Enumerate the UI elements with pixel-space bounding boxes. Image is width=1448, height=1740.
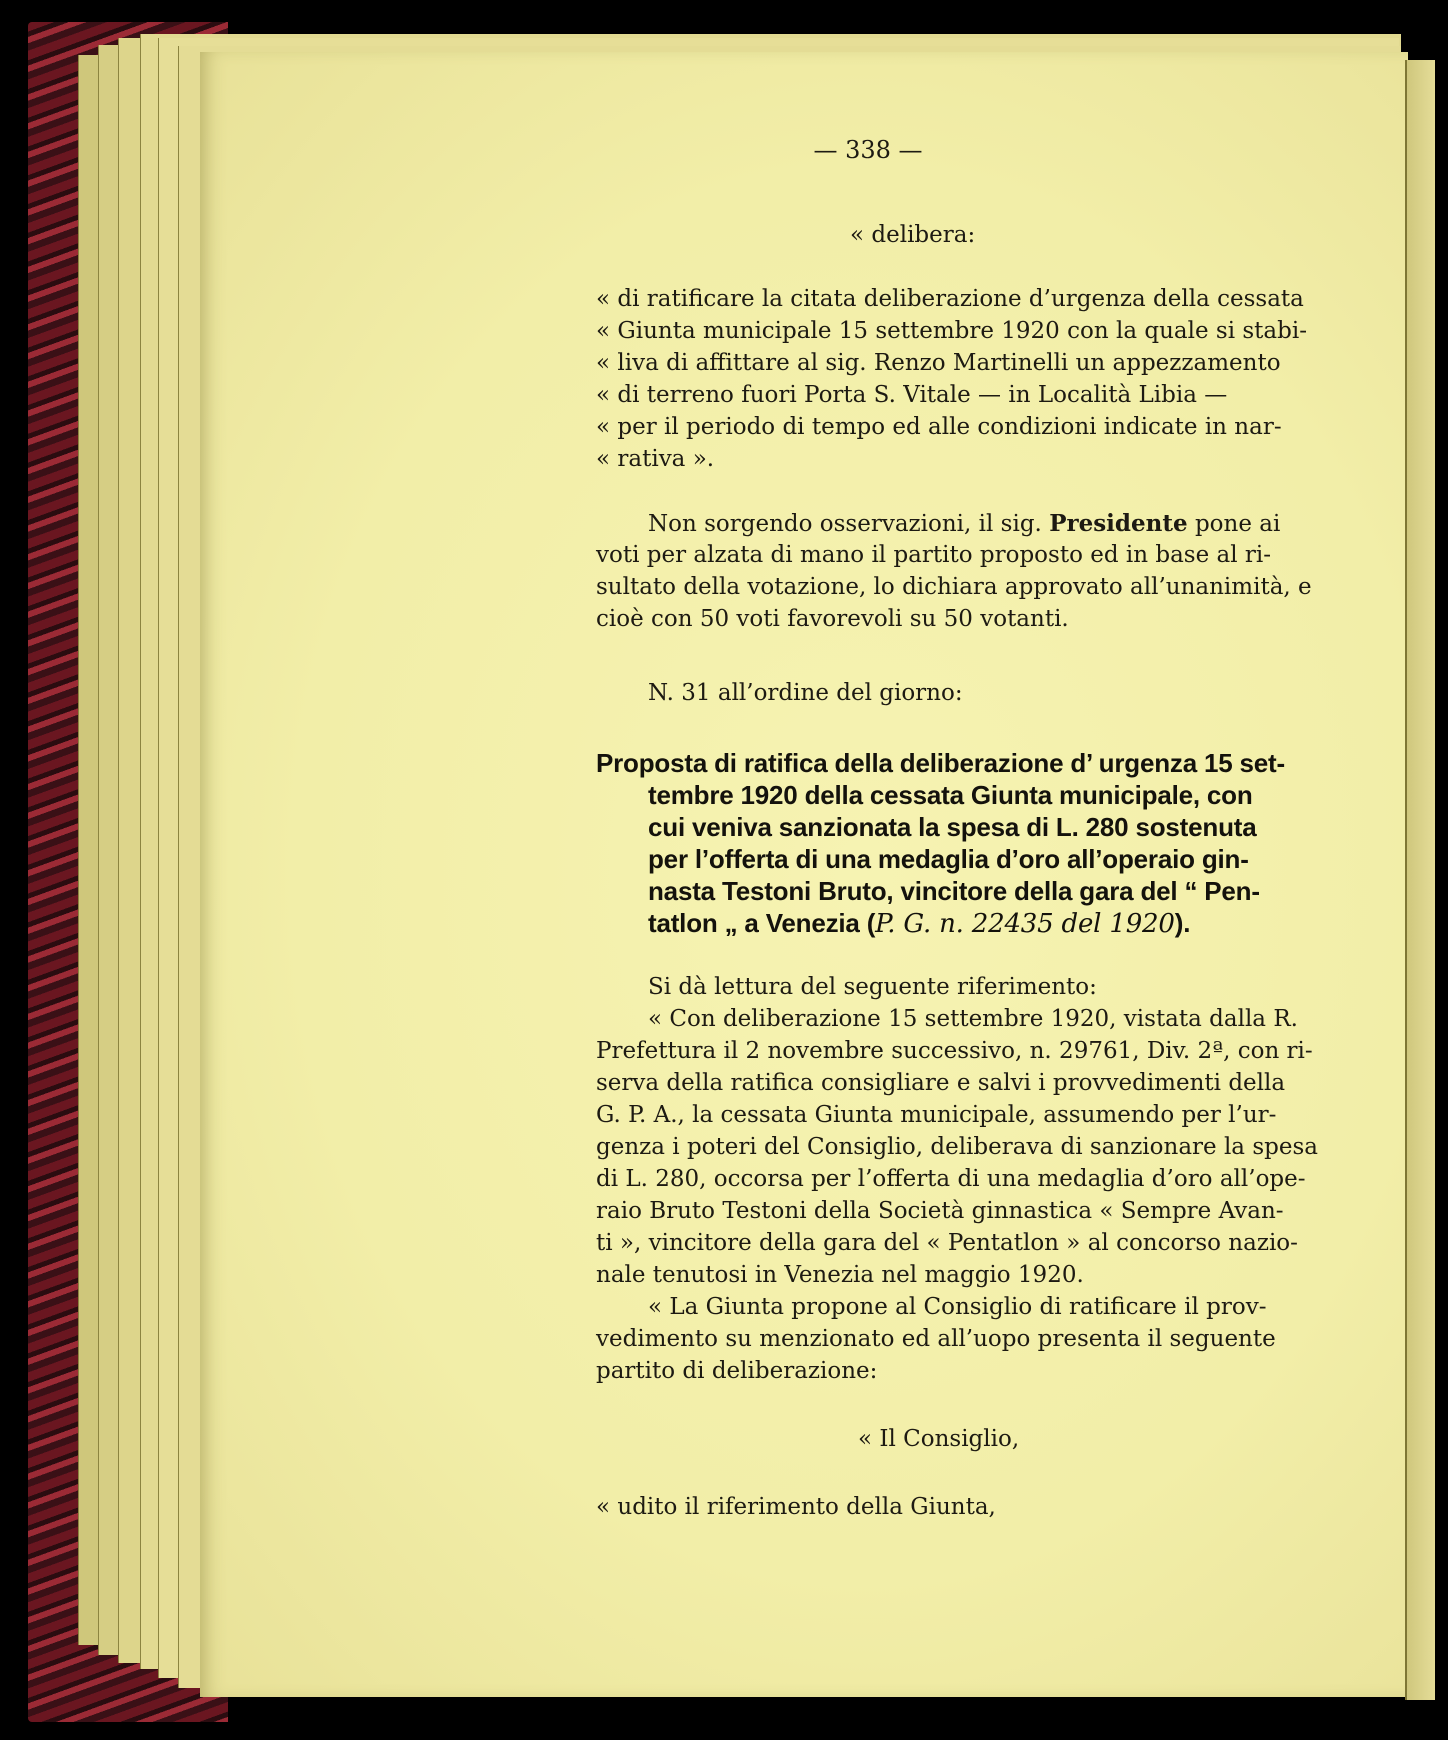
riferimento-line: « Con deliberazione 15 settembre 1920, vistata dalla R. (648, 1006, 1298, 1032)
ratifica-line: « per il periodo di tempo ed alle condizioni indicate in nar- (596, 414, 1282, 440)
facing-page-edge (1405, 60, 1435, 1700)
riferimento-line: ti », vincitore della gara del « Pentatlon » al concorso nazio- (596, 1230, 1298, 1256)
heading-text: tatlon „ a Venezia ( (648, 908, 876, 938)
vote-text: Non sorgendo osservazioni, il sig. (648, 511, 1042, 537)
ratifica-line: « di terreno fuori Porta S. Vitale — in Località Libia — (596, 382, 1228, 408)
proposal-heading-line: per l’offerta di una medaglia d’oro all’operaio gin- (648, 844, 1249, 874)
vote-text: pone ai (1194, 511, 1281, 537)
ratifica-line: « di ratificare la citata deliberazione d’urgenza della cessata (596, 286, 1304, 312)
riferimento-line: G. P. A., la cessata Giunta municipale, assumendo per l’ur- (596, 1102, 1277, 1128)
proposal-heading-line: tembre 1920 della cessata Giunta municipale, con (648, 780, 1253, 810)
riferimento-line: genza i poteri del Consiglio, deliberava di sanzionare la spesa (596, 1134, 1318, 1160)
vote-paragraph-line: cioè con 50 voti favorevoli su 50 votanti. (596, 606, 1069, 632)
riferimento-line: serva della ratifica consigliare e salvi i provvedimenti della (596, 1070, 1286, 1096)
vote-paragraph-line: sultato della votazione, lo dichiara approvato all’unanimità, e (596, 574, 1312, 600)
page-number: — 338 — (813, 136, 923, 164)
protocol-reference: P. G. n. 22435 del 1920 (875, 909, 1175, 939)
consiglio-line: « Il Consiglio, (858, 1426, 1020, 1452)
agenda-item: N. 31 all’ordine del giorno: (648, 680, 963, 706)
riferimento-line: Prefettura il 2 novembre successivo, n. 29761, Div. 2ª, con ri- (596, 1038, 1313, 1064)
ratifica-line: « Giunta municipale 15 settembre 1920 con la quale si stabi- (596, 318, 1307, 344)
vote-paragraph-line: voti per alzata di mano il partito proposto ed in base al ri- (596, 542, 1272, 568)
heading-text: ). (1174, 908, 1191, 938)
riferimento-line: raio Bruto Testoni della Società ginnastica « Sempre Avan- (596, 1198, 1284, 1224)
udito-line: « udito il riferimento della Giunta, (596, 1494, 996, 1520)
vote-paragraph-line (648, 510, 1280, 537)
giunta-line: « La Giunta propone al Consiglio di ratificare il prov- (648, 1294, 1267, 1320)
proposal-heading-line: Proposta di ratifica della deliberazione d’ urgenza 15 set- (596, 748, 1285, 778)
presidente-bold: Presidente (1049, 510, 1188, 537)
proposal-heading-line (648, 908, 1190, 939)
riferimento-line: nale tenutosi in Venezia nel maggio 1920. (596, 1262, 1084, 1288)
proposal-heading-line: nasta Testoni Bruto, vincitore della gara del “ Pen- (648, 876, 1260, 906)
reading-note: Si dà lettura del seguente riferimento: (648, 974, 1097, 1000)
ratifica-line: « rativa ». (596, 446, 715, 472)
giunta-line: partito di deliberazione: (596, 1358, 878, 1384)
delibera-heading: « delibera: (850, 222, 976, 248)
riferimento-line: di L. 280, occorsa per l’offerta di una medaglia d’oro all’ope- (596, 1166, 1306, 1192)
ratifica-line: « liva di affittare al sig. Renzo Martinelli un appezzamento (596, 350, 1281, 376)
giunta-line: vedimento su menzionato ed all’uopo presenta il seguente (596, 1326, 1276, 1352)
proposal-heading-line: cui veniva sanzionata la spesa di L. 280 sostenuta (648, 812, 1257, 842)
